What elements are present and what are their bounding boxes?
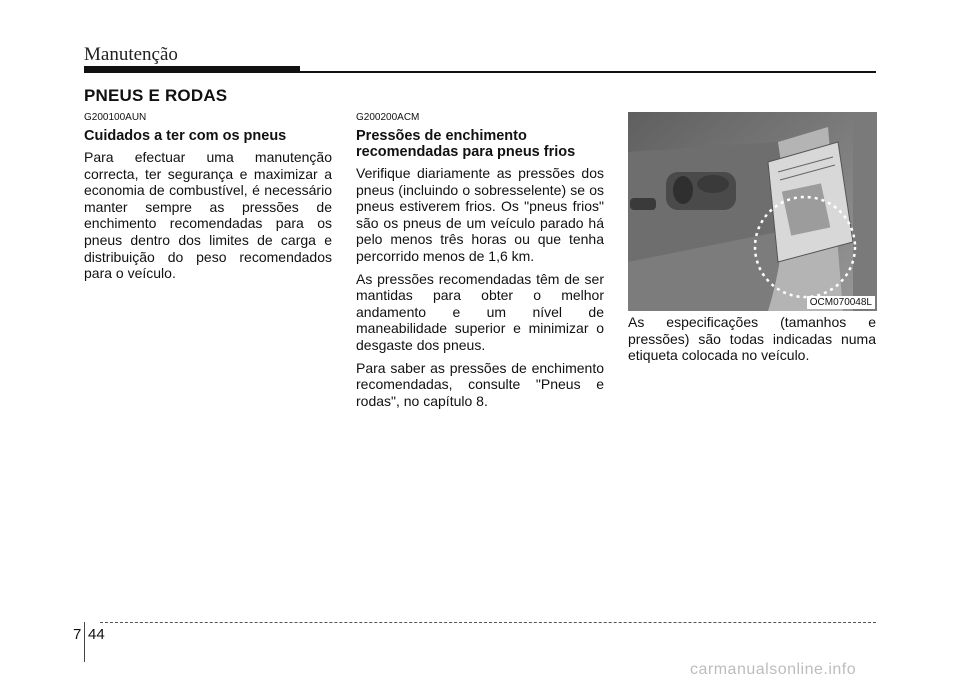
chapter-number: 7 xyxy=(73,626,82,643)
column-2 xyxy=(356,112,604,415)
column-1 xyxy=(84,112,332,288)
watermark: carmanualsonline.info xyxy=(690,661,857,678)
door-pillar-illustration xyxy=(628,112,877,311)
paragraph: As pressões recomendadas têm de ser mantidas para obter o melhor andamento e um nível de maneabilidade superior e minimizar o desgaste dos pneus. xyxy=(356,270,604,353)
paragraph: Para efectuar uma manutenção correcta, ter segurança e maximizar a economia de combustível, é necessário manter sempre as pressões de enchimento recomendadas para os pneus dentro dos limites de carga e distribuição do peso recomendados para o veículo. xyxy=(84,149,332,282)
reference-code: G200200ACM xyxy=(356,112,420,123)
subsection-heading: Pressões de enchimento recomendadas para pneus frios xyxy=(356,128,576,160)
section-title: PNEUS E RODAS xyxy=(84,86,228,105)
paragraph: As especificações (tamanhos e pressões) são todas indicadas numa etiqueta colocada no veículo. xyxy=(628,314,876,364)
page-number: 44 xyxy=(88,626,105,643)
footer-dashed-rule xyxy=(100,622,876,623)
figure-code-label: OCM070048L xyxy=(807,296,875,309)
page-header-title: Manutenção xyxy=(84,44,178,65)
tire-label-photo xyxy=(628,112,877,311)
column-3 xyxy=(628,314,876,370)
header-bar xyxy=(84,66,300,73)
paragraph: Para saber as pressões de enchimento recomendadas, consulte "Pneus e rodas", no capítulo 8. xyxy=(356,359,604,409)
paragraph: Verifique diariamente as pressões dos pneus (incluindo o sobresselente) se os pneus estiverem frios. Os "pneus frios" são os pneus de um veículo parado há pelo menos três horas ou que tenha percorrido menos de 1,6 km. xyxy=(356,165,604,264)
footer-divider xyxy=(84,622,85,662)
reference-code: G200100AUN xyxy=(84,112,147,123)
subsection-heading: Cuidados a ter com os pneus xyxy=(84,128,287,144)
header-rule xyxy=(300,71,876,73)
